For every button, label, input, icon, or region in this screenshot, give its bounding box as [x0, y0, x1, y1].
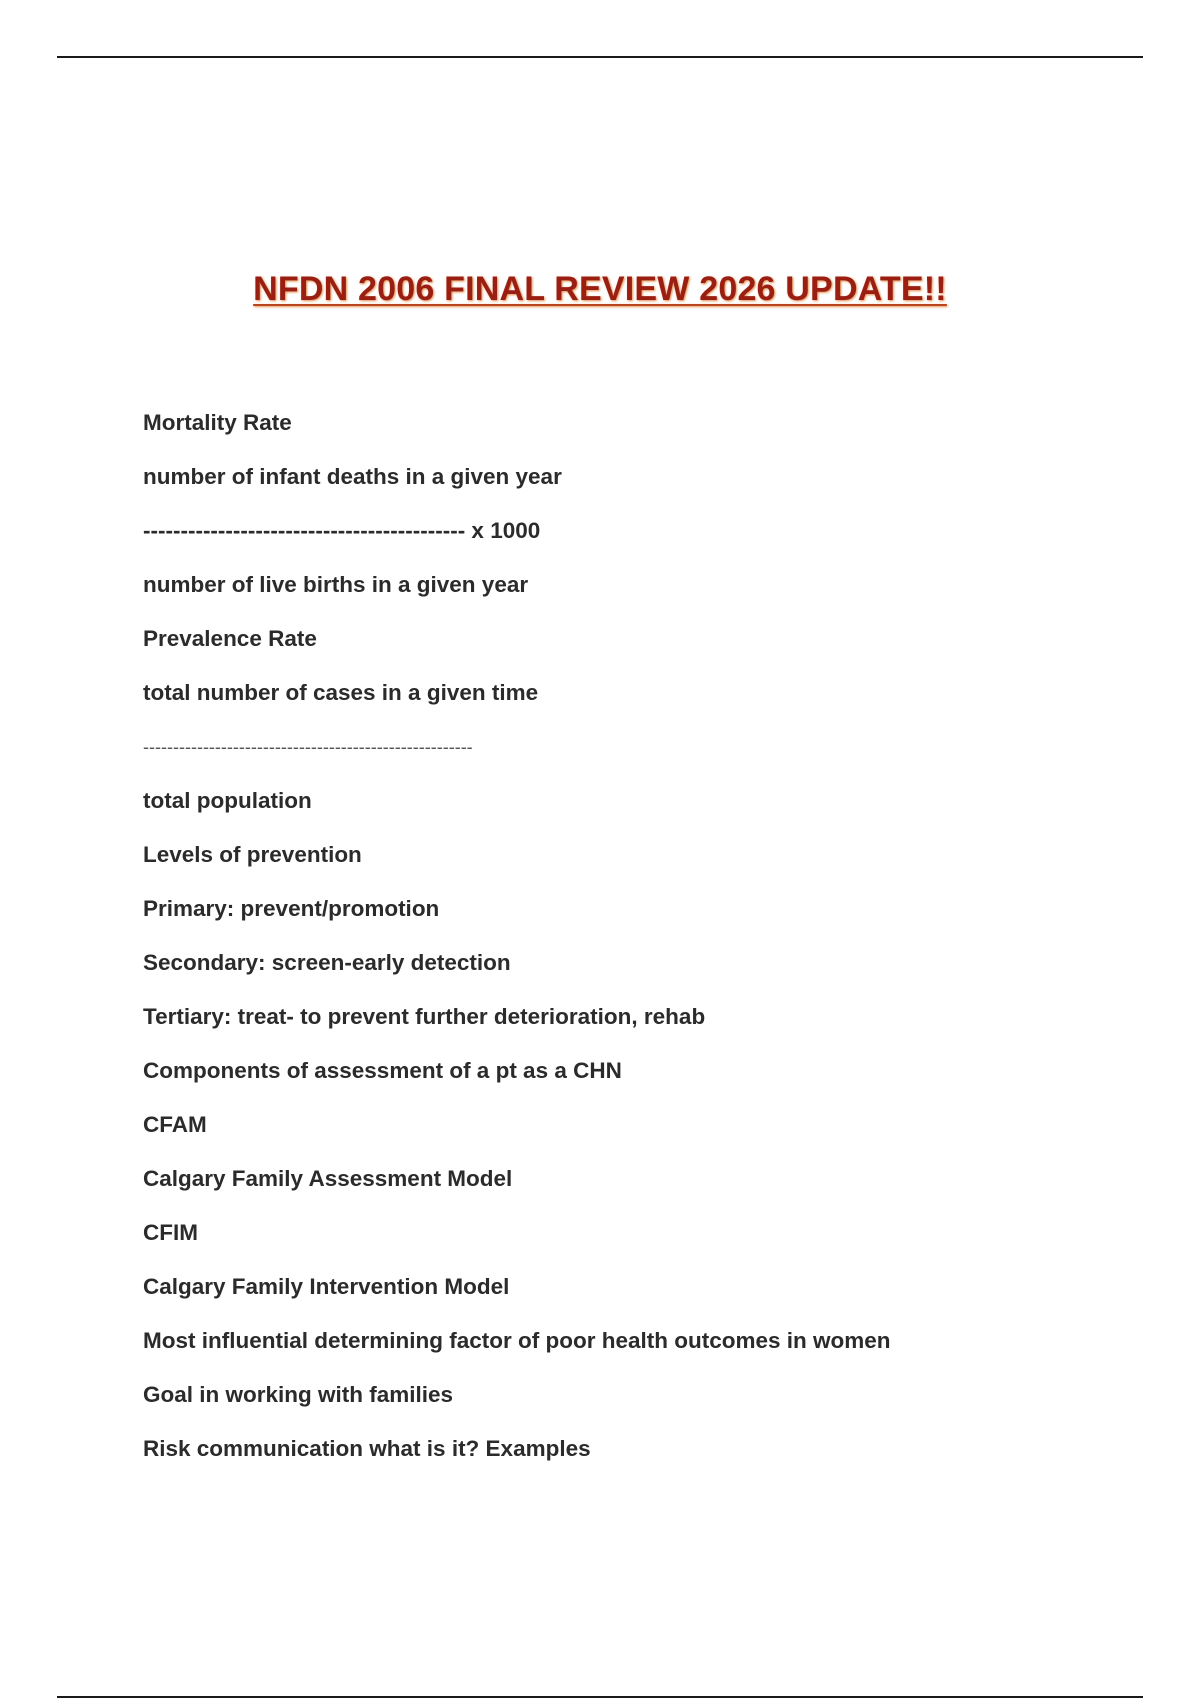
text-line: Mortality Rate — [143, 410, 292, 435]
text-line: number of live births in a given year — [143, 572, 529, 597]
text-line: Risk communication what is it? Examples — [143, 1436, 591, 1461]
text-line: Secondary: screen-early detection — [143, 950, 511, 975]
text-line: Primary: prevent/promotion — [143, 896, 440, 921]
text-line: Goal in working with families — [143, 1382, 454, 1407]
footer-rule — [57, 1696, 1143, 1698]
text-line: Prevalence Rate — [143, 626, 317, 651]
text-line: number of infant deaths in a given year — [143, 464, 562, 489]
text-line: Most influential determining factor of poor health outcomes in women — [143, 1328, 891, 1353]
text-line: total number of cases in a given time — [143, 680, 539, 705]
text-line: CFIM — [143, 1220, 198, 1245]
text-line: Calgary Family Intervention Model — [143, 1274, 510, 1299]
text-line: CFAM — [143, 1112, 207, 1137]
fraction-line: ------------------------------------------------------- — [143, 737, 473, 757]
text-line: Levels of prevention — [143, 842, 362, 867]
text-line: total population — [143, 788, 312, 813]
fraction-line: ------------------------------------------- x 1000 — [143, 518, 541, 543]
text-line: Tertiary: treat- to prevent further deterioration, rehab — [143, 1004, 706, 1029]
header-rule — [57, 56, 1143, 58]
document-title: NFDN 2006 FINAL REVIEW 2026 UPDATE!! — [253, 270, 947, 308]
review-content — [143, 409, 891, 1489]
text-line: Components of assessment of a pt as a CHN — [143, 1058, 622, 1083]
text-line: Calgary Family Assessment Model — [143, 1166, 513, 1191]
